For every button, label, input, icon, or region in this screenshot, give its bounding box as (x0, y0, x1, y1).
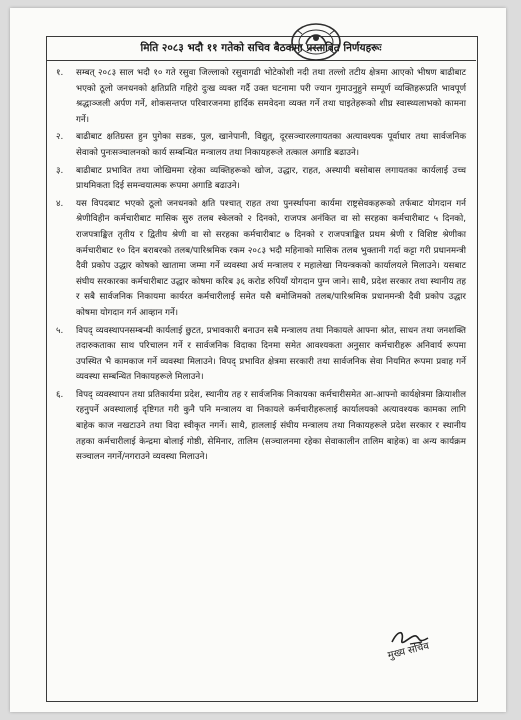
item-text: विपद् व्यवस्थापन तथा प्रतिकार्यमा प्रदेश, स्थानीय तह र सार्वजनिक निकायका कर्मचारीसमेत आ-आफ्नो कार्यक्षेत्रमा क्रियाशील रहनुपर्ने अवस्थालाई दृष्टिगत गरी कुनै पनि मन्त्रालय वा निकायले कर्मचारीहरूलाई कार्यालयको अत्यावश्यक कामका लागि बाहेक काज नखटाउने तथा विदा स्वीकृत नगर्ने। साथै, हाललाई संघीय मन्त्रालय तथा निकायहरूले प्रदेश सरकार र स्थानीय तहका कर्मचारीलाई केन्द्रमा बोलाई गोष्ठी, सेमिनार, तालिम (सञ्चालनमा रहेका सेवाकालीन तालिम बाहेक) वा अन्य कार्यक्रम सञ्चालन नगर्ने/नगराउने व्यवस्था मिलाउने। (76, 389, 466, 463)
decisions-list (56, 66, 466, 468)
signature-block (380, 626, 470, 686)
item-number: ५. (56, 325, 64, 336)
list-item (56, 164, 466, 195)
signature-title: मुख्य सचिव (386, 640, 431, 662)
item-text: यस विपदबाट भएको ठूलो जनधनको क्षति पश्चात् राहत तथा पुनर्स्थापना कार्यमा राष्ट्रसेवकहरूको तर्फबाट योगदान गर्न श्रेणीविहीन कर्मचारीबाट मासिक सुरु तलब स्केलको २ दिनको, राजपत्र अनंकित वा सो सरहका कर्मचारीबाट ५ दिनको, राजपत्राङ्कित तृतीय र द्वितीय श्रेणी वा सो सरहका कर्मचारीबाट ७ दिनको र राजपत्राङ्कित प्रथम श्रेणी र विशिष्ट श्रेणीका कर्मचारीबाट १० दिन बराबरको तलब/पारिश्रमिक रकम २०८३ भदौ महिनाको मासिक तलब भुक्तानी गर्दा कट्टा गरी प्रधानमन्त्री दैवी प्रकोप उद्धार कोषको खातामा जम्मा गर्ने व्यवस्था अर्थ मन्त्रालय र महालेखा नियन्त्रकको कार्यालयले मिलाउने। यसबाट संघीय सरकारका कर्मचारीबाट उद्धार कोषमा करिब ३६ करोड रुपियाँ योगदान पुग्न जाने। साथै, प्रदेश सरकार तथा स्थानीय तह र सबै सार्वजनिक निकायमा कार्यरत कर्मचारीलाई समेत यसै बमोजिमको तलब/पारिश्रमिक प्रधानमन्त्री दैवी प्रकोप उद्धार कोषमा योगदान गर्न आव्हान गर्ने। (76, 198, 466, 318)
page-title: मिति २०८३ भदौ ११ गतेको सचिव बैठकमा प्रस्तावित निर्णयहरूः (46, 36, 476, 61)
item-text: बाढीबाट क्षतिग्रस्त हुन पुगेका सडक, पुल, खानेपानी, विद्युत्, दूरसञ्चारलगायतका अत्यावश्यक पूर्वाधार तथा सार्वजनिक सेवाको पुनःसञ्चालनको कार्य सम्बन्धित मन्त्रालय तथा निकायहरूले तत्काल अगाडि बढाउने। (76, 132, 466, 158)
list-item (56, 388, 466, 466)
item-text: विपद् व्यवस्थापनसम्बन्धी कार्यलाई छुटत, प्रभावकारी बनाउन सबै मन्त्रालय तथा निकायले आफ्ना श्रोत, साधन तथा जनशक्ति तदारुकताका साथ परिचालन गर्ने र सार्वजनिक विदाका दिनमा समेत आवश्यकता अनुसार कर्मचारीहरू अनिवार्य रूपमा उपस्थित भै कामकाज गर्ने व्यवस्था मिलाउने। विपद् प्रभावित क्षेत्रमा सरकारी तथा सार्वजनिक सेवा नियमित रूपमा प्रवाह गर्ने व्यवस्था सम्बन्धित निकायहरूले मिलाउने। (76, 325, 466, 383)
official-stamp-icon (288, 20, 344, 64)
item-number: २. (56, 132, 64, 143)
list-item (56, 324, 466, 386)
item-number: ३. (56, 165, 64, 176)
list-item (56, 197, 466, 322)
item-text: बाढीबाट प्रभावित तथा जोखिममा रहेका व्यक्तिहरूको खोज, उद्धार, राहत, अस्थायी बसोबास लगायतका कार्यलाई उच्च प्राथमिकता दिई समन्वयात्मक रूपमा अगाडि बढाउने। (76, 165, 466, 192)
item-text: सम्बत् २०८३ साल भदौ १० गते रसुवा जिल्लाको रसुवागढी भोटेकोशी नदी तथा तल्लो तटीय क्षेत्रमा आएको भीषण बाढीबाट भएको ठूलो जनधनको क्षतिप्रति गहिरो दुःख व्यक्त गर्दै उक्त घटनामा परी ज्यान गुमाउनुहुने सम्पूर्ण व्यक्तिहरूप्रति भावपूर्ण श्रद्धाञ्जली अर्पण गर्ने, शोकसन्तप्त परिवारजनमा हार्दिक समवेदना व्यक्त गर्ने तथा घाइतेहरूको शीघ्र स्वास्थ्यलाभको कामना गर्ने। (76, 68, 466, 125)
list-item (56, 130, 466, 161)
list-item (56, 66, 466, 128)
document-page (10, 8, 506, 712)
item-number: ४. (56, 198, 64, 209)
item-number: ६. (56, 389, 64, 400)
item-number: १. (56, 68, 64, 78)
